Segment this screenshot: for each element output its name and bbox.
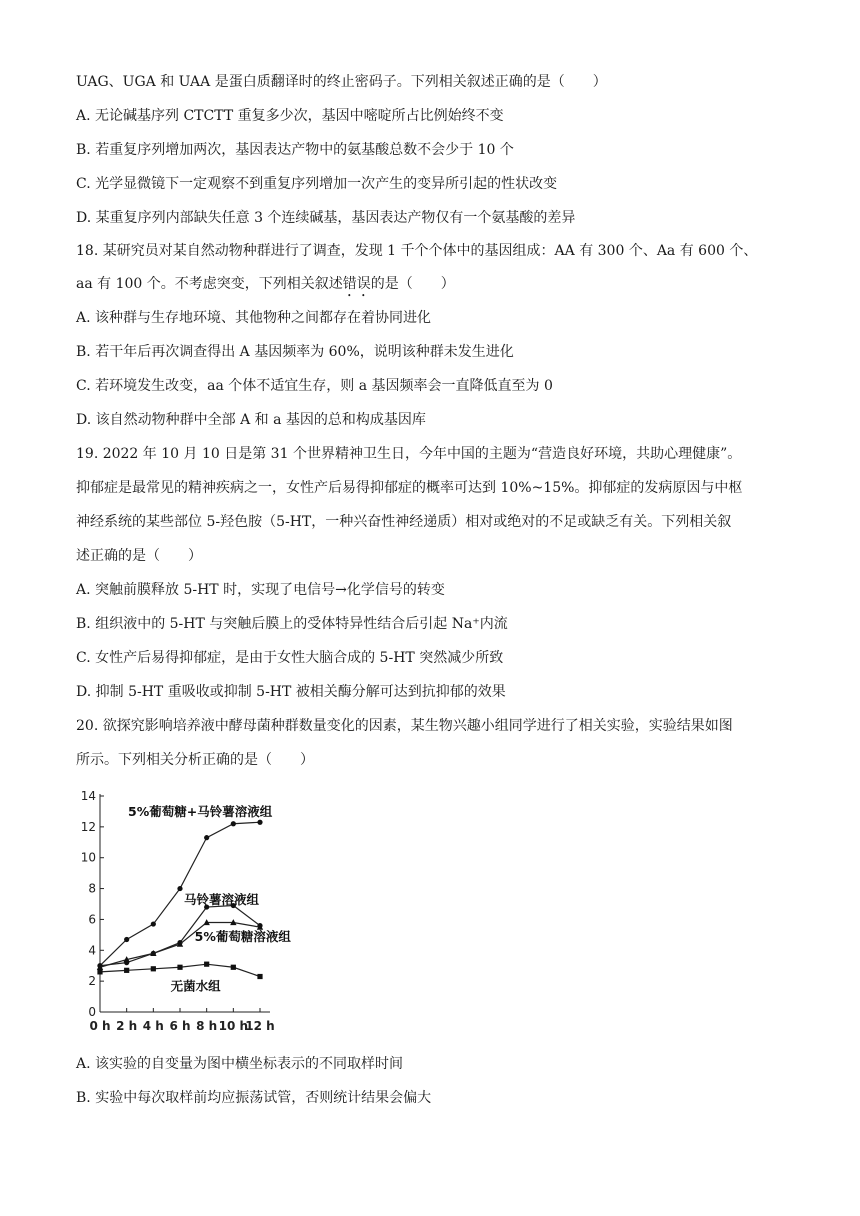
data-point [231,821,236,826]
q17-option-c: C. 光学显微镜下一定观察不到重复序列增加一次产生的变异所引起的性状改变 [76,176,558,192]
y-tick-label: 8 [88,881,96,896]
data-point [124,968,129,973]
data-point [257,974,262,979]
q19-stem-line2: 抑郁症是最常见的精神疾病之一，女性产后易得抑郁症的概率可达到 10%~15%。抑郁症的发病原因与中枢 [76,480,743,496]
y-tick-label: 6 [88,912,96,927]
x-tick-label: 0 h [89,1019,111,1033]
x-tick-label: 12 h [245,1019,275,1033]
q20-stem-line2: 所示。下列相关分析正确的是（ ） [76,752,314,768]
q20-stem-line1: 20. 欲探究影响培养液中酵母菌种群数量变化的因素，某生物兴趣小组同学进行了相关实验，实验结果如图 [76,718,733,734]
data-point [177,965,182,970]
data-point [177,886,182,891]
data-point [204,835,209,840]
q18-stem-pre: aa 有 100 个。不考虑突变，下列相关叙述 [76,276,343,292]
x-tick-label: 8 h [196,1019,218,1033]
data-point [151,966,156,971]
q18-emphasis-word: 错误 [342,276,371,292]
series-label-0: 5%葡萄糖+马铃薯溶液组 [128,804,273,820]
chart-axes [81,789,275,1033]
q18-option-c: C. 若环境发生改变，aa 个体不适宜生存，则 a 基因频率会一直降低直至为 0 [76,378,553,394]
q19-stem-line1: 19. 2022 年 10 月 10 日是第 31 个世界精神卫生日，今年中国的主题为“营造良好环境，共助心理健康”。 [76,446,742,462]
x-tick-label: 2 h [116,1019,138,1033]
q18-stem-line1: 18. 某研究员对某自然动物种群进行了调查，发现 1 千个个体中的基因组成：AA 有 300 个、Aa 有 600 个、 [76,243,758,259]
q17-stem-tail: UAG、UGA 和 UAA 是蛋白质翻译时的终止密码子。下列相关叙述正确的是（ ） [76,74,607,90]
q17-option-a: A. 无论碱基序列 CTCTT 重复多少次，基因中嘧啶所占比例始终不变 [76,108,504,124]
q19-option-d: D. 抑制 5-HT 重吸收或抑制 5-HT 被相关酶分解可达到抗抑郁的效果 [76,684,506,700]
x-tick-label: 4 h [142,1019,164,1033]
y-tick-label: 14 [80,789,96,803]
q18-option-d: D. 该自然动物种群中全部 A 和 a 基因的总和构成基因库 [76,412,426,428]
q18-option-a: A. 该种群与生存地环境、其他物种之间都存在着协同进化 [76,310,432,326]
y-tick-label: 0 [88,1005,96,1019]
q18-stem-line2 [76,274,796,300]
q17-option-b: B. 若重复序列增加两次，基因表达产物中的氨基酸总数不会少于 10 个 [76,142,514,158]
q20-option-b: B. 实验中每次取样前均应振荡试管，否则统计结果会偏大 [76,1090,432,1106]
series-label-2: 5%葡萄糖溶液组 [194,929,291,945]
q19-option-c: C. 女性产后易得抑郁症，是由于女性大脑合成的 5-HT 突然减少所致 [76,650,504,666]
q19-stem-line4: 述正确的是（ ） [76,548,202,564]
q19-stem-line3: 神经系统的某些部位 5-羟色胺（5-HT，一种兴奋性神经递质）相对或绝对的不足或缺乏有关。下列相关叙 [76,514,732,530]
q18-option-b: B. 若干年后再次调查得出 A 基因频率为 60%，说明该种群未发生进化 [76,344,514,360]
data-point [97,969,102,974]
q19-option-a: A. 突触前膜释放 5-HT 时，实现了电信号→化学信号的转变 [76,582,445,598]
y-tick-label: 10 [80,850,96,865]
data-point [257,820,262,825]
series-label-3: 无菌水组 [170,978,221,994]
x-tick-label: 10 h [218,1019,249,1033]
data-point [124,937,129,942]
data-point [151,921,156,926]
yeast-population-chart [76,780,316,1040]
series-label-1: 马铃薯溶液组 [184,892,260,907]
q20-option-a: A. 该实验的自变量为图中横坐标表示的不同取样时间 [76,1056,404,1072]
y-tick-label: 4 [88,943,96,958]
data-point [231,965,236,970]
q17-option-d: D. 某重复序列内部缺失任意 3 个连续碱基，基因表达产物仅有一个氨基酸的差异 [76,210,576,226]
y-tick-label: 12 [80,819,96,834]
q18-stem-post: 的是（ ） [370,276,455,292]
q19-option-b: B. 组织液中的 5-HT 与突触后膜上的受体特异性结合后引起 Na⁺内流 [76,616,508,632]
data-point [204,962,209,967]
x-tick-label: 6 h [169,1019,191,1033]
y-tick-label: 2 [88,974,96,989]
